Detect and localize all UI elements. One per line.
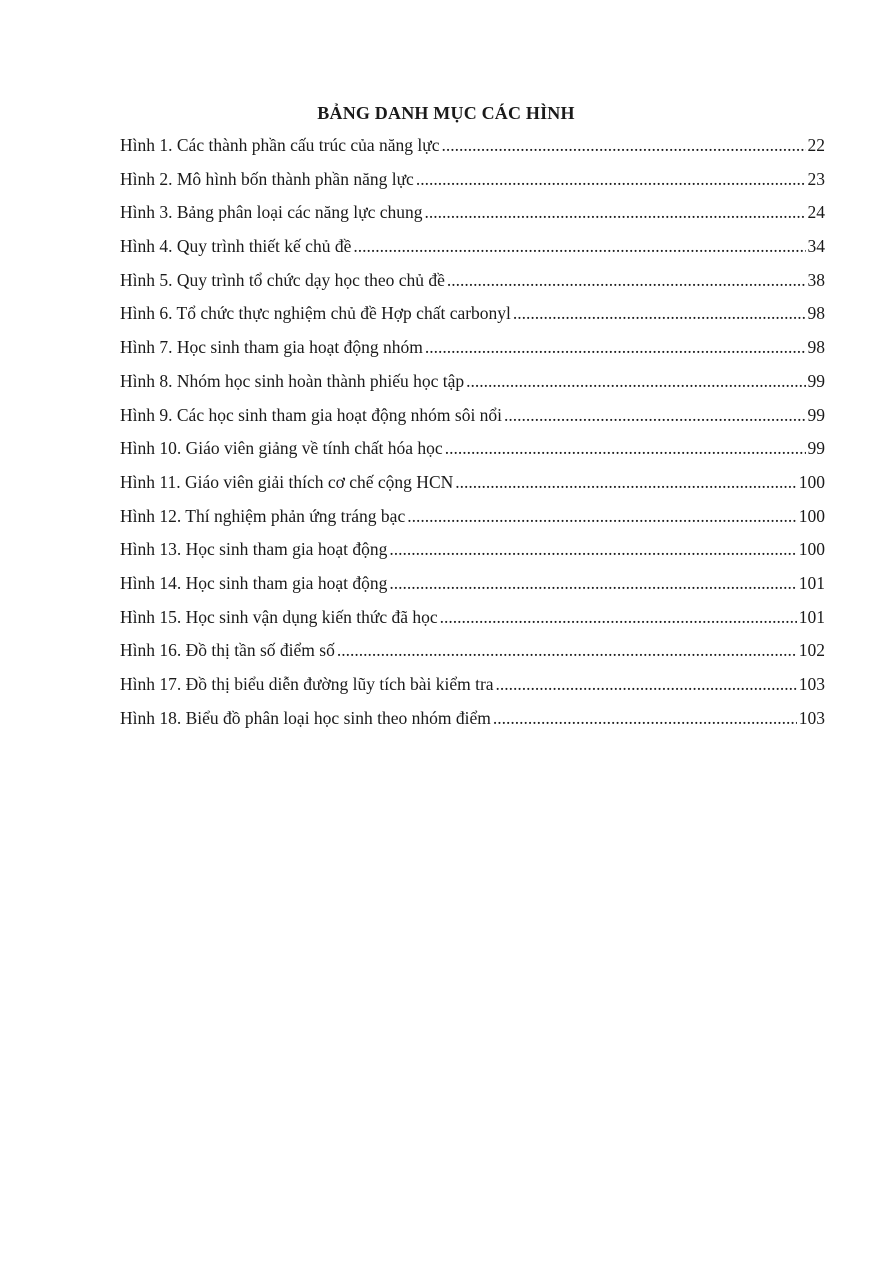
dot-leader: [407, 504, 797, 528]
figure-list-entry[interactable]: [120, 537, 825, 571]
figure-entry-label: Hình 2. Mô hình bốn thành phần năng lực: [120, 168, 414, 189]
dot-leader: [353, 234, 805, 258]
figure-list-entry[interactable]: [120, 706, 825, 740]
figure-list-entry[interactable]: [120, 268, 825, 302]
figure-entry-page-number: 101: [798, 606, 825, 627]
figure-list-entry[interactable]: [120, 638, 825, 672]
figure-entry-label: Hình 5. Quy trình tổ chức dạy học theo chủ đề: [120, 269, 445, 290]
dot-leader: [389, 537, 796, 561]
figure-entry-label: Hình 12. Thí nghiệm phản ứng tráng bạc: [120, 505, 406, 526]
figure-list-entry[interactable]: [120, 234, 825, 268]
figure-entry-label: Hình 7. Học sinh tham gia hoạt động nhóm: [120, 337, 423, 358]
dot-leader: [496, 672, 797, 696]
figure-entry-label: Hình 16. Đồ thị tần số điểm số: [120, 640, 335, 661]
figure-entry-page-number: 100: [798, 471, 825, 492]
figure-list-entry[interactable]: [120, 335, 825, 369]
dot-leader: [504, 403, 805, 427]
dot-leader: [389, 571, 796, 595]
figure-entry-label: Hình 10. Giáo viên giảng về tính chất hóa học: [120, 438, 443, 459]
figure-list-entry[interactable]: [120, 369, 825, 403]
figure-entry-label: Hình 14. Học sinh tham gia hoạt động: [120, 572, 388, 593]
figure-entry-label: Hình 1. Các thành phần cấu trúc của năng lực: [120, 135, 440, 155]
figure-list-entry[interactable]: [120, 436, 825, 470]
figure-entry-page-number: 100: [798, 505, 825, 526]
figure-entry-page-number: 101: [798, 572, 825, 593]
figure-entry-label: Hình 4. Quy trình thiết kế chủ đề: [120, 236, 352, 257]
dot-leader: [493, 706, 797, 730]
dot-leader: [425, 335, 806, 359]
figure-entry-label: Hình 8. Nhóm học sinh hoàn thành phiếu học tập: [120, 370, 465, 391]
dot-leader: [445, 436, 806, 460]
figure-list-entry[interactable]: [120, 504, 825, 538]
dot-leader: [416, 167, 806, 191]
figure-list-entry[interactable]: [120, 571, 825, 605]
figure-entry-label: Hình 3. Bảng phân loại các năng lực chung: [120, 202, 423, 223]
figure-entry-page-number: 102: [798, 640, 825, 661]
figure-list-entry[interactable]: [120, 301, 825, 335]
figure-entry-label: Hình 18. Biểu đồ phân loại học sinh theo nhóm điểm: [120, 707, 491, 728]
figure-entry-page-number: 99: [807, 438, 825, 459]
figure-list-entry[interactable]: [120, 200, 825, 234]
figure-entry-page-number: 98: [807, 337, 825, 358]
figure-list-entry[interactable]: [120, 605, 825, 639]
figure-entry-page-number: 24: [807, 202, 825, 223]
figure-list-entry[interactable]: [120, 403, 825, 437]
figure-entry-page-number: 99: [807, 370, 825, 391]
figure-list-entry[interactable]: [120, 672, 825, 706]
figure-entry-label: Hình 6. Tổ chức thực nghiệm chủ đề Hợp chất carbonyl: [120, 303, 511, 324]
dot-leader: [466, 369, 805, 393]
figure-entry-page-number: 99: [807, 404, 825, 425]
figure-entry-page-number: 103: [798, 707, 825, 728]
dot-leader: [442, 133, 806, 157]
figure-entry-page-number: 38: [807, 269, 825, 290]
figure-entry-label: Hình 9. Các học sinh tham gia hoạt động nhóm sôi nổi: [120, 404, 503, 425]
dot-leader: [425, 200, 806, 224]
dot-leader: [455, 470, 796, 494]
figure-entry-page-number: 100: [798, 539, 825, 560]
figure-entry-label: Hình 11. Giáo viên giải thích cơ chế cộng HCN: [120, 471, 454, 492]
figure-entry-page-number: 98: [807, 303, 825, 324]
figure-list-entry[interactable]: [120, 470, 825, 504]
figure-entry-page-number: 34: [807, 236, 825, 257]
figure-entry-page-number: 22: [807, 135, 825, 155]
figure-list: [120, 133, 825, 739]
figure-entry-page-number: 103: [798, 674, 825, 694]
figure-list-entry[interactable]: [120, 167, 825, 201]
figure-entry-label: Hình 13. Học sinh tham gia hoạt động: [120, 539, 388, 560]
dot-leader: [447, 268, 806, 292]
dot-leader: [337, 638, 797, 662]
figure-entry-label: Hình 17. Đồ thị biểu diễn đường lũy tích bài kiểm tra: [120, 674, 494, 694]
dot-leader: [513, 301, 806, 325]
figure-entry-label: Hình 15. Học sinh vận dụng kiến thức đã học: [120, 606, 438, 627]
figure-entry-page-number: 23: [807, 168, 825, 189]
figure-list-entry[interactable]: [120, 133, 825, 167]
page-title: BẢNG DANH MỤC CÁC HÌNH: [317, 103, 575, 123]
dot-leader: [440, 605, 797, 629]
